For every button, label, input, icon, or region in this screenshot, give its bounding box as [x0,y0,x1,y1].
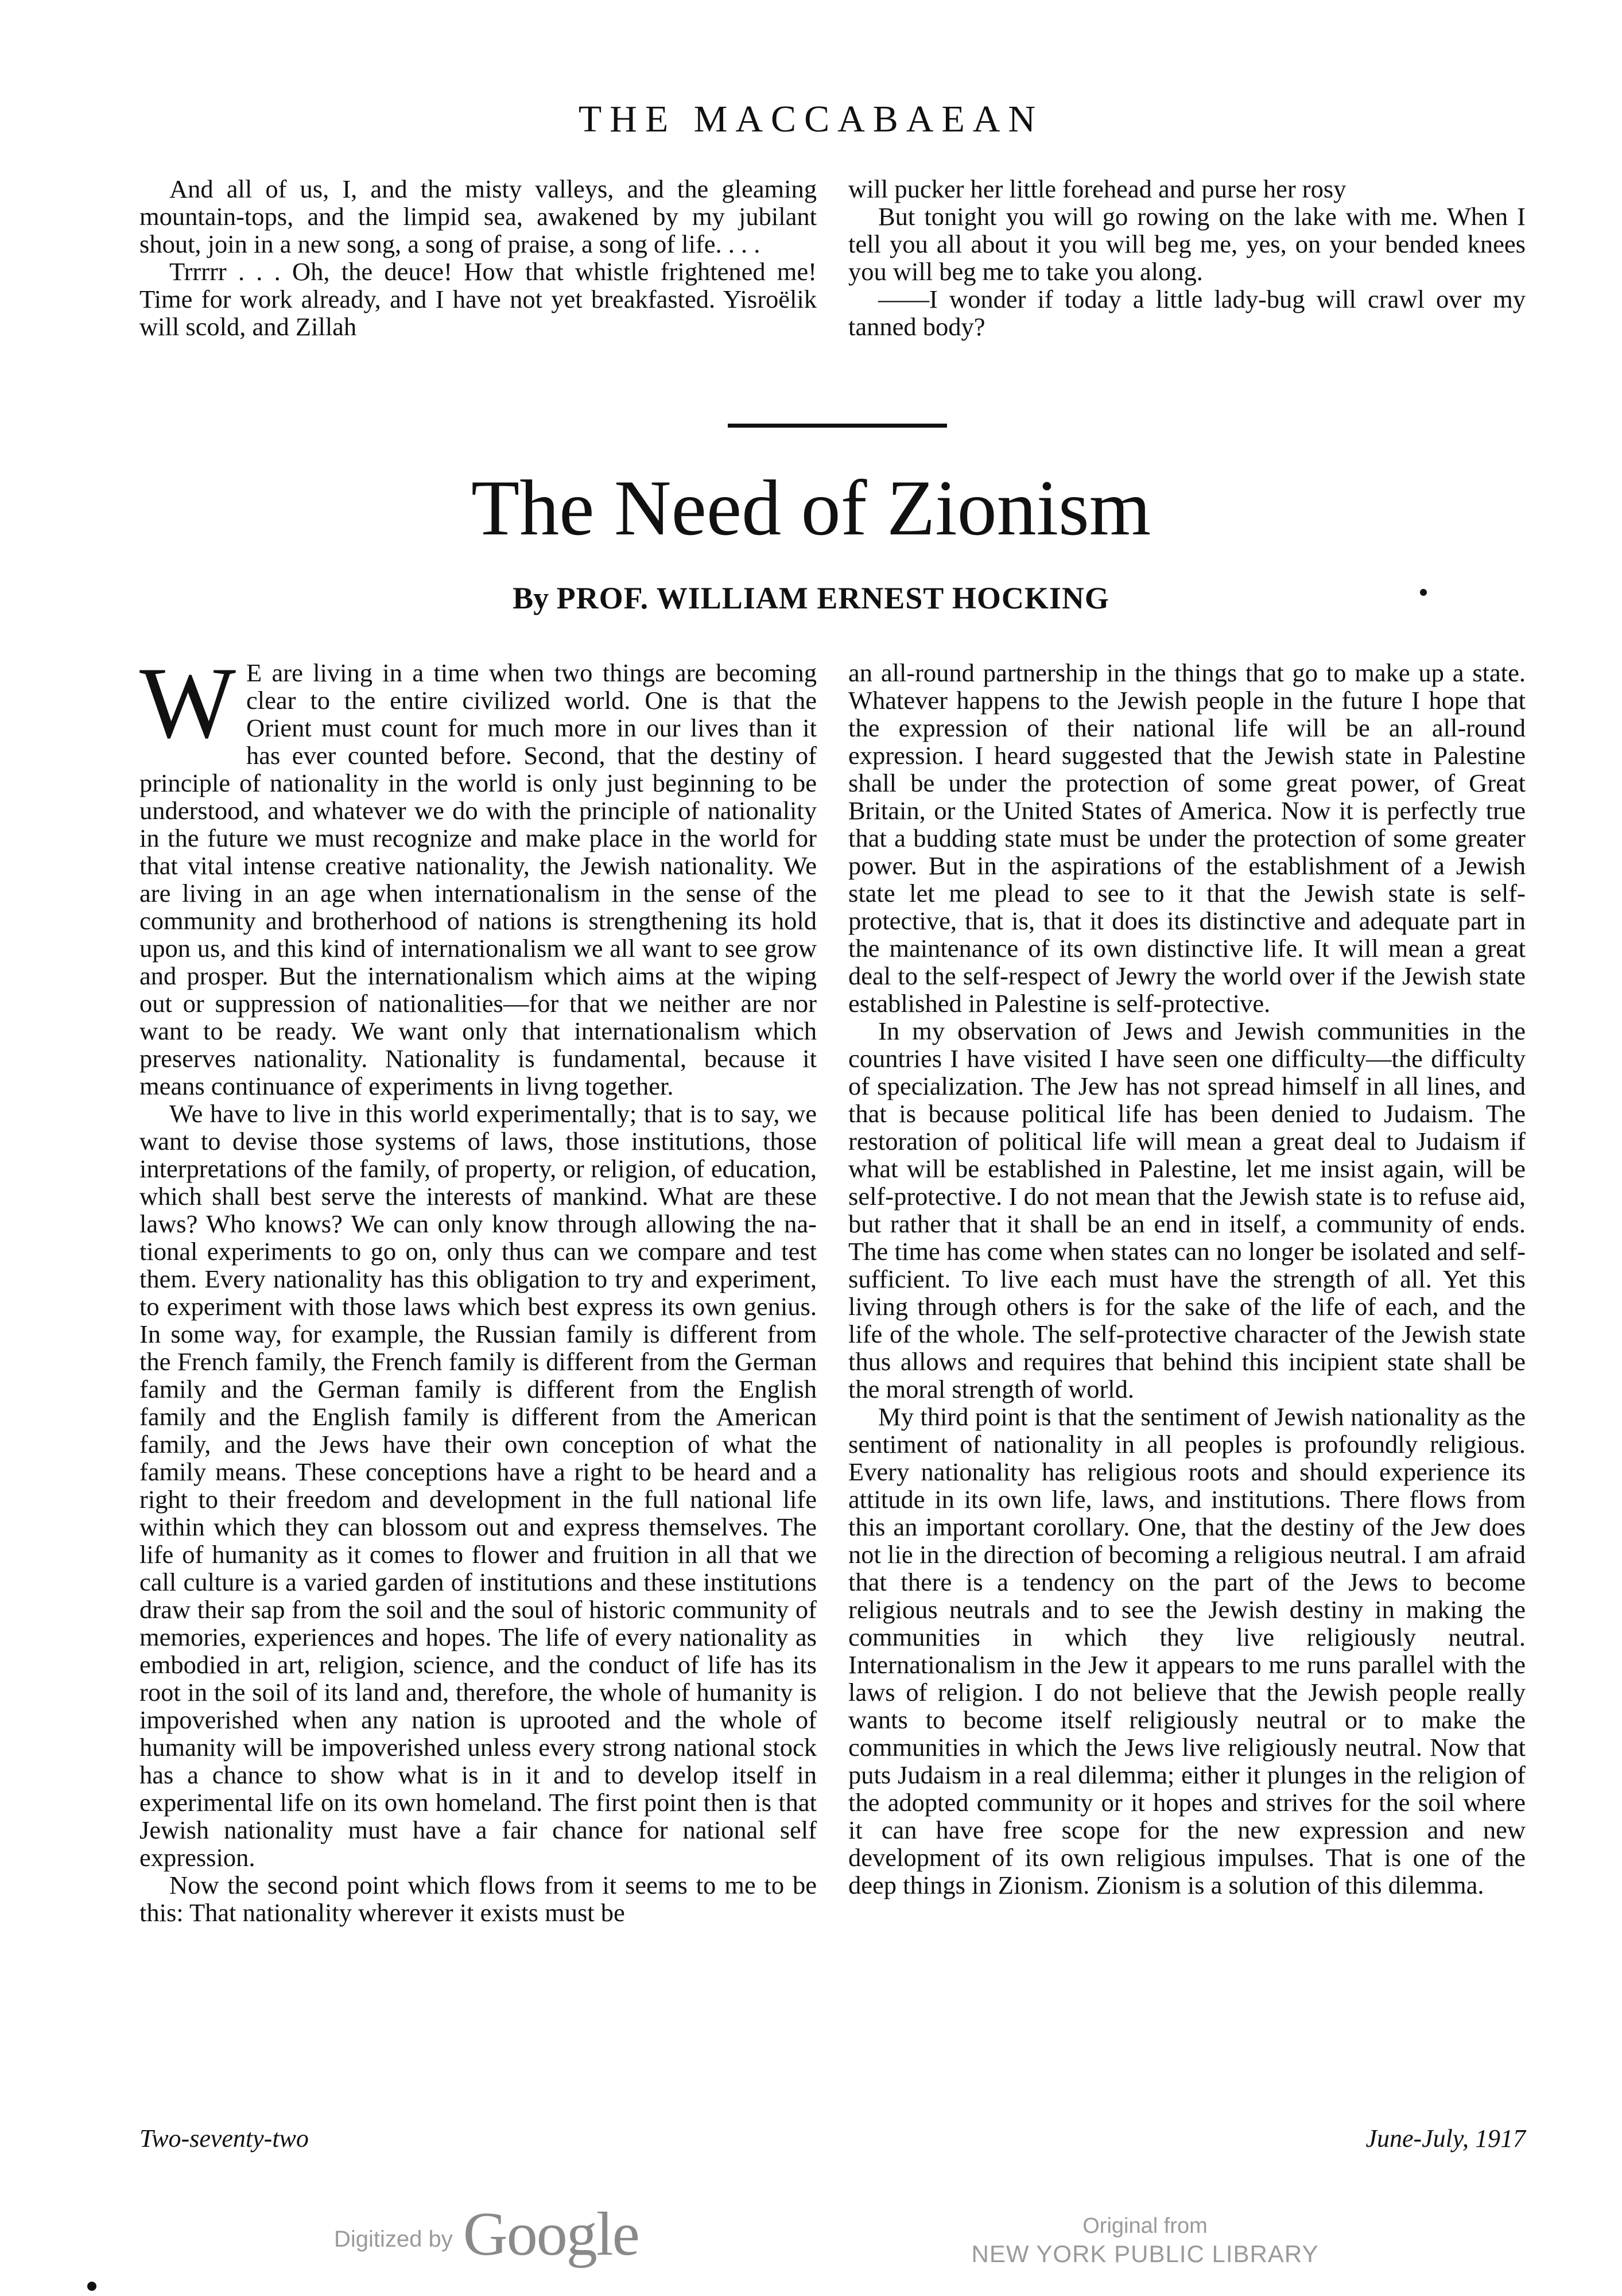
previous-article-paragraph: will pucker her little forehead and purse her rosy [848,174,1347,203]
running-head: THE MACCABAEAN [578,98,1044,140]
previous-article-right-column [848,175,1526,340]
article-paragraph: an all-round partnership in the things that go to make up a state. Whatever happens to the Jewish people in the future I hope that the expression of their national life will be an all-round expression. I heard suggested that the Jewish state in Palestine shall be under the protection of some great power, of Great Britain, or the United States of America. Now it is perfectly true that a budding state must be under the protection of some greater power. But in the aspirations of the establishment of a Jewish state let me plead to see to it that the Jewish state is self-protective, that is, that it does its distinctive and adequate part in the maintenance of its own distinctive life. It will mean a great deal to the self-respect of Jewry the world over if the Jewish state established in Palestine is self-protective. [848,658,1526,1018]
scan-speck [87,2282,96,2291]
article-paragraph [139,646,817,1100]
byline-prefix: By [513,581,549,615]
scan-speck [1420,589,1427,596]
author-name: PROF. WILLIAM ERNEST HOCKING [556,581,1109,615]
previous-article-paragraph: But tonight you will go rowing on the lake with me. When I tell you all about it you will beg me, yes, on your bended knees you will beg me to take you along. [848,202,1526,286]
issue-date: June-July, 1917 [1365,2124,1526,2152]
previous-article-paragraph: And all of us, I, and the misty valleys, and the gleaming mountain-tops, and the limpid sea, awakened by my jubilant shout, join in a new song, a song of praise, a song of life. . . . [139,174,817,258]
drop-cap: W [139,646,236,759]
previous-article-paragraph: ——I wonder if today a little lady-bug will crawl over my tanned body? [848,285,1526,341]
google-logo: Google [463,2200,639,2268]
original-from-text: Original from [1082,2214,1208,2238]
article-left-column [139,646,817,1927]
section-divider-rule [728,424,947,428]
previous-article-paragraph: Trrrrr . . . Oh, the deuce! How that whistle frightened me! Time for work already, and I have not yet breakfasted. Yisroëlik will scold, and Zillah [139,257,817,341]
article-byline [0,580,1622,616]
library-name: NEW YORK PUBLIC LIBRARY [971,2240,1319,2267]
article-paragraph: In my observation of Jews and Jewish communities in the countries I have visited I have seen one difficulty—the difficulty of specialization. The Jew has not spread himself in all lines, and that is because political life has been denied to Judaism. The restoration of political life will mean a great deal to Judaism if what will be established in Palestine, let me insist again, will be self-protective. I do not mean that the Jewish state is to refuse aid, but rather that it shall be an end in itself, a community of ends. The time has come when states can no longer be isolated and self-sufficient. To live each must have the strength of all. Yet this living through others is for the sake of the life of each, and the life of the whole. The self-protective character of the Jewish state thus allows and requires that behind this incipient state shall be the moral strength of world. [848,1017,1526,1403]
digitized-by-text: Digitized by [334,2227,453,2252]
article-paragraph: Now the second point which flows from it seems to me to be this: That nationality wherever it exists must be [139,1871,817,1927]
article-right-column [848,659,1526,1899]
previous-article-left-column [139,175,817,340]
original-source-watermark [970,2213,1320,2269]
article-paragraph-text: E are living in a time when two things are becoming clear to the entire civilized world. One is that the Orient must count for much more in our lives than it has ever counted before. Second, that the destiny of principle of nationality in the world is only just beginning to be understood, and whatever we do with the principle of nationality in the future we must recognize and make place in the world for that vital intense creative nationality, the Jewish nationality. We are living in an age when internationalism in the sense of the community and brotherhood of nations is strengthening its hold upon us, and this kind of internationalism we all want to see grow and prosper. But the internationalism which aims at the wiping out or suppression of nationalities—for that we neither are nor want to be ready. We want only that internationalism which preserves nationality. Nationality is fundamental, because it means continuance of experiments in livng together. [139,658,817,1100]
article-paragraph: We have to live in this world experimentally; that is to say, we want to devise those systems of laws, those institutions, those interpretations of the family, of property, or religion, of education, which shall best serve the interests of mankind. What are these laws? Who knows? We can only know through allowing the national experiments to go on, only thus can we compare and test them. Every nationality has this obligation to try and experiment, to experiment with those laws which best express its own genius. In some way, for example, the Russian family is different from the French family, the French family is different from the German family and the German family is different from the English family and the English family is different from the American family, and the Jews have their own conception of what the family means. These conceptions have a right to be heard and a right to their freedom and development in the full national life within which they can blossom out and express themselves. The life of humanity as it comes to flower and fruition in all that we call culture is a varied garden of institutions and these institutions draw their sap from the soil and the soul of historic community of memories, experiences and hopes. The life of every nationality as embodied in art, religion, science, and the conduct of life has its root in the soil of its land and, therefore, the whole of humanity is impoverished when any nation is uprooted and the whole of humanity will be impoverished unless every strong national stock has a chance to show what is in it and to develop itself in experimental life on its own homeland. The first point then is that Jewish nationality must have a fair chance for national self expression. [139,1099,817,1872]
page-number-label: Two-seventy-two [139,2124,309,2152]
article-paragraph: My third point is that the sentiment of Jewish nationality as the sentiment of nationality in all peoples is profoundly religious. Every nationality has religious roots and should experience its attitude in its own life, laws, and institutions. There flows from this an important corollary. One, that the destiny of the Jew does not lie in the direction of becoming a religious neutral. I am afraid that there is a tendency on the part of the Jews to become religious neutrals and to see the Jewish destiny in making the communities in which they live religiously neutral. Internationalism in the Jew it appears to me runs parallel with the laws of religion. I do not believe that the Jewish people really wants to become itself religiously neutral or to make the communities in which the Jews live religiously neutral. Now that puts Judaism in a real dilemma; either it plunges in the religion of the adopted community or it hopes and strives for the soil where it can have free scope for the new expression and new development of its own religious impulses. That is one of the deep things in Zionism. Zionism is a solution of this dilemma. [848,1402,1526,1899]
digitized-by-watermark [334,2200,639,2268]
article-title: The Need of Zionism [471,464,1151,552]
